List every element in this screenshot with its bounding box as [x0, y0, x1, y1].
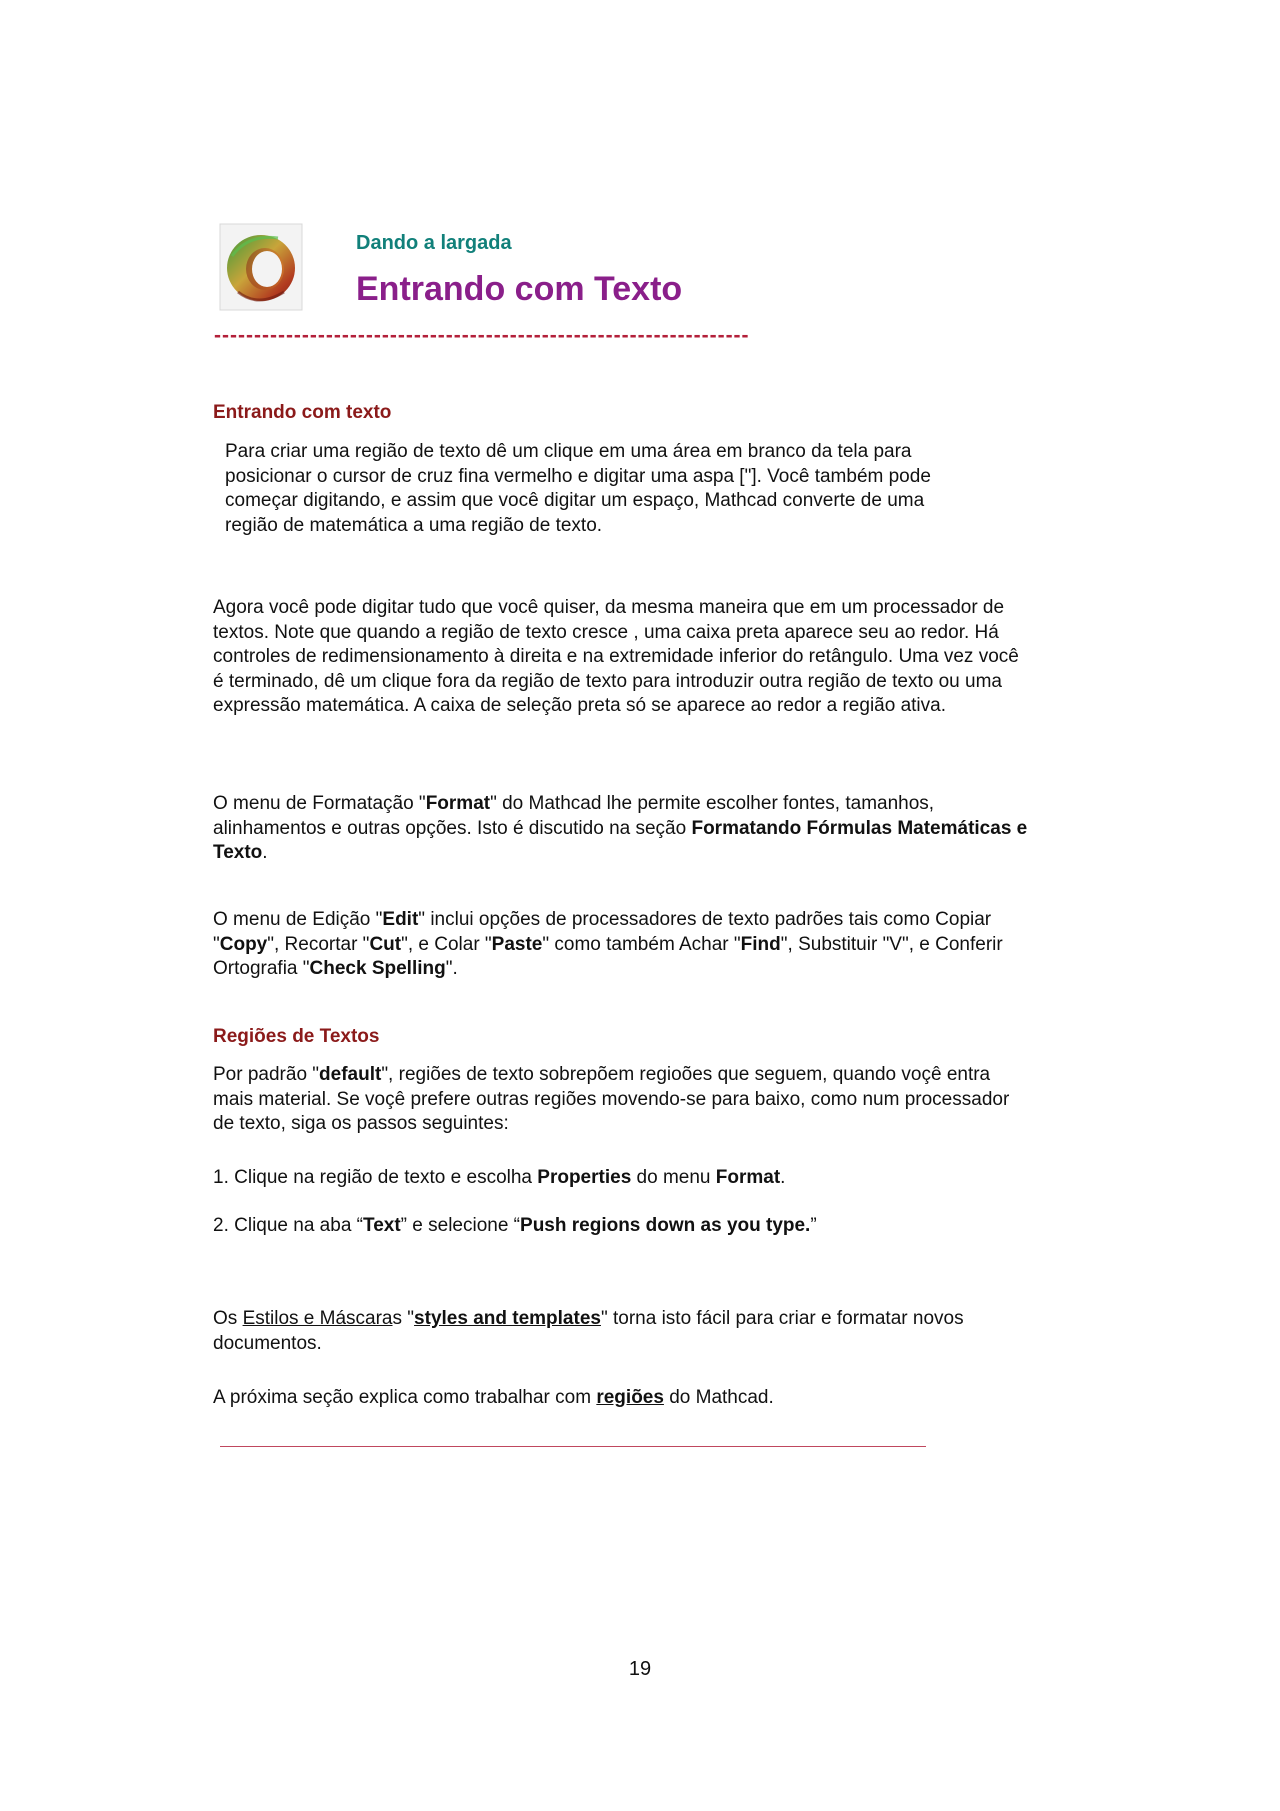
- intro-paragraph: Para criar uma região de texto dê um clique em uma área em branco da tela para posicionar o cursor de cruz fina vermelho e digitar uma aspa ["]. Você também pode começar digitando, e assim que você digitar um espaço, Mathcad converte de uma região de matemática a uma região de texto.: [225, 441, 931, 536]
- properties-term: Properties: [537, 1167, 632, 1188]
- find-term: Find: [740, 933, 781, 955]
- edit-menu-term: Edit: [382, 909, 419, 930]
- copy-term: Copy: [219, 933, 268, 955]
- step-1: 1. Clique na região de texto e escolha Properties do menu Format.: [213, 1167, 786, 1188]
- page-number: 19: [628, 1658, 652, 1680]
- cut-term: Cut: [369, 933, 402, 955]
- check-spelling-term: Check Spelling: [309, 958, 446, 979]
- footer-rule: [220, 1446, 926, 1447]
- section-kicker: Dando a largada: [356, 232, 512, 254]
- paragraph-default-regions: Por padrão "default", regiões de texto sobrepõem regioões que seguem, quando voçê entra mais material. Se voçê prefere outras regiões movendo-se para baixo, como num processador de texto, siga os passos seguintes:: [213, 1064, 1010, 1134]
- push-regions-option: Push regions down as you type.: [520, 1215, 811, 1236]
- mathcad-ring-logo-icon: [218, 222, 304, 312]
- estilos-link[interactable]: Estilos e Máscara: [242, 1308, 393, 1329]
- paragraph-edit-menu: O menu de Edição "Edit" inclui opções de processadores de texto padrões tais como Copiar "Copy", Recortar "Cut", e Colar "Paste" como também Achar "Find", Substituir "V", e Conferir Ortografia "Check Spelling".: [213, 909, 1003, 979]
- regioes-link[interactable]: regiões: [596, 1387, 664, 1408]
- paragraph-styles-templates: Os Estilos e Máscaras "styles and templates" torna isto fácil para criar e formatar novos documentos.: [213, 1308, 964, 1354]
- paragraph-typing: Agora você pode digitar tudo que você quiser, da mesma maneira que em um processador de textos. Note que quando a região de texto cresce , uma caixa preta aparece seu ao redor. Há controles de redimensionamento à direita e na extremidade inferior do retângulo. Uma vez você é terminado, dê um clique fora da região de texto para introduzir outra região de texto ou uma expressão matemática. A caixa de seleção preta só se aparece ao redor a região ativa.: [213, 597, 1019, 716]
- formatting-section-link[interactable]: Formatando Fórmulas Matemáticas e Texto: [213, 817, 1028, 863]
- step-2: 2. Clique na aba “Text” e selecione “Push regions down as you type.”: [213, 1215, 817, 1236]
- section-heading-entrando: Entrando com texto: [213, 402, 392, 423]
- format-term: Format: [715, 1167, 781, 1188]
- paste-term: Paste: [491, 933, 543, 955]
- section-heading-regioes: Regiões de Textos: [213, 1026, 380, 1047]
- paragraph-format-menu: O menu de Formatação "Format" do Mathcad lhe permite escolher fontes, tamanhos, alinhamentos e outras opções. Isto é discutido na seção Formatando Fórmulas Matemáticas e Texto.: [213, 793, 1028, 863]
- styles-templates-link[interactable]: styles and templates: [414, 1308, 601, 1329]
- page-title: Entrando com Texto: [356, 270, 683, 308]
- format-menu-term: Format: [425, 793, 491, 814]
- default-term: default: [319, 1064, 382, 1085]
- dashed-separator: -------------------------------------------------------------------: [214, 324, 750, 347]
- paragraph-next-section: A próxima seção explica como trabalhar com regiões do Mathcad.: [213, 1387, 774, 1408]
- text-tab-term: Text: [363, 1215, 401, 1236]
